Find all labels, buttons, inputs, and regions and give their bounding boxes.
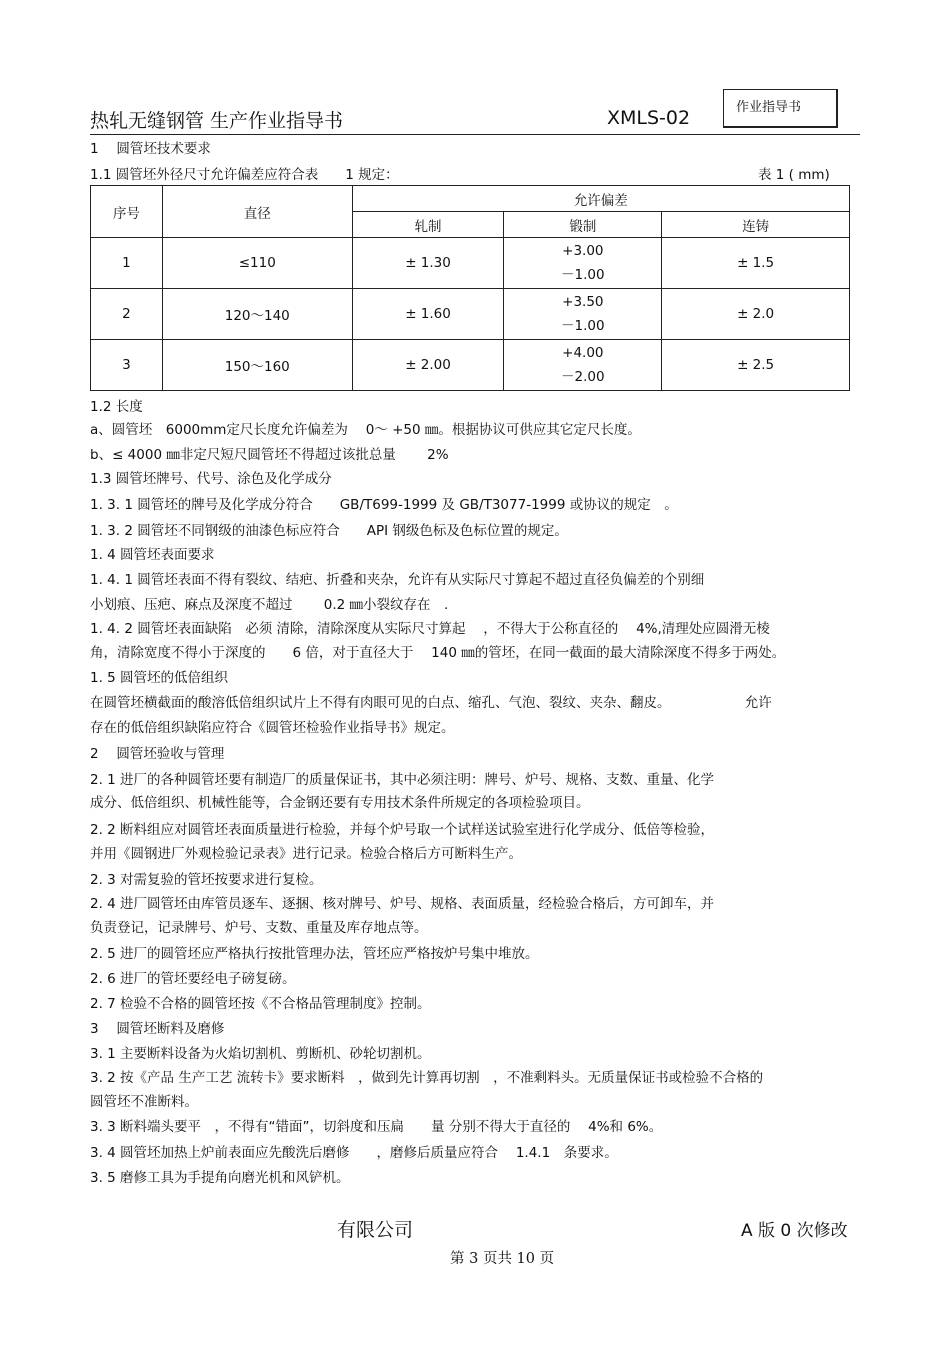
cell-no: 2 xyxy=(91,289,163,340)
company-name: 有限公司 xyxy=(337,1219,414,1241)
body-line: 1. 4 圆管坯表面要求 xyxy=(90,547,215,563)
cell-rolled: ± 1.30 xyxy=(352,238,504,289)
body-line: 角，清除宽度不得小于深度的 6 倍，对于直径大于 140 ㎜的管坯，在同一截面的最大清除深度不得多于两处。 xyxy=(90,645,786,661)
body-line: 在圆管坯横截面的酸溶低倍组织试片上不得有肉眼可见的白点、缩孔、气泡、裂纹、夹杂、翻皮。 允许 xyxy=(90,695,772,711)
document-code: XMLS-02 xyxy=(607,107,691,129)
body-line: 1.2 长度 xyxy=(90,399,143,415)
body-line: 3. 5 磨修工具为手提角向磨光机和风铲机。 xyxy=(90,1170,350,1186)
section-1-1-text: 1.1 圆管坯外径尺寸允许偏差应符合表 1 规定： xyxy=(90,167,399,183)
body-line: 圆管坯不准断料。 xyxy=(90,1094,198,1110)
tolerance-table xyxy=(90,185,850,391)
body-line: 小划痕、压疤、麻点及深度不超过 0.2 ㎜小裂纹存在 . xyxy=(90,597,449,613)
section-heading-2: 2 圆管坯验收与管理 xyxy=(90,746,225,762)
table-row xyxy=(91,238,850,289)
body-line: 成分、低倍组织、机械性能等，合金钢还要有专用技术条件所规定的各项检验项目。 xyxy=(90,795,590,811)
body-line: 存在的低倍组织缺陷应符合《圆管坯检验作业指导书》规定。 xyxy=(90,720,455,736)
body-line: 3. 3 断料端头要平 ，不得有“错面”，切斜度和压扁 量 分别不得大于直径的 4%和 6%。 xyxy=(90,1119,663,1135)
body-line: 1. 4. 2 圆管坯表面缺陷 必须 清除，清除深度从实际尺寸算起 ，不得大于公称直径的 4%,清理处应圆滑无棱 xyxy=(90,621,770,637)
body-line: 2. 7 检验不合格的圆管坯按《不合格品管理制度》控制。 xyxy=(90,996,431,1012)
forged-plus: +3.00 xyxy=(562,243,604,259)
forged-minus: －2.00 xyxy=(561,369,605,385)
cell-rolled: ± 1.60 xyxy=(352,289,504,340)
header-divider xyxy=(90,134,860,135)
forged-plus: +3.50 xyxy=(562,294,604,310)
forged-minus: －1.00 xyxy=(561,318,605,334)
body-line: 1. 4. 1 圆管坯表面不得有裂纹、结疤、折叠和夹杂，允许有从实际尺寸算起不超过直径负偏差的个别细 xyxy=(90,572,705,588)
cell-forged xyxy=(504,238,662,289)
body-line: 1. 5 圆管坯的低倍组织 xyxy=(90,670,229,686)
revision-info: A 版 0 次修改 xyxy=(741,1221,848,1241)
header-diameter: 直径 xyxy=(162,186,352,238)
body-line: b、≤ 4000 ㎜非定尺短尺圆管坯不得超过该批总量 2% xyxy=(90,447,449,463)
cell-no: 3 xyxy=(91,340,163,391)
forged-plus: +4.00 xyxy=(562,345,604,361)
cell-forged xyxy=(504,340,662,391)
body-line: 1. 3. 1 圆管坯的牌号及化学成分符合 GB/T699-1999 及 GB/T3077-1999 或协议的规定 。 xyxy=(90,497,678,513)
header-deviation: 允许偏差 xyxy=(352,186,849,212)
body-line: 负责登记，记录牌号、炉号、支数、重量及库存地点等。 xyxy=(90,920,428,936)
section-heading-1: 1 圆管坯技术要求 xyxy=(90,141,211,157)
body-line: 1. 3. 2 圆管坯不同钢级的油漆色标应符合 API 钢级色标及色标位置的规定。 xyxy=(90,523,568,539)
body-line: 并用《圆钢进厂外观检验记录表》进行记录。检验合格后方可断料生产。 xyxy=(90,846,522,862)
body-line: 1.3 圆管坯牌号、代号、涂色及化学成分 xyxy=(90,471,332,487)
cell-cast: ± 2.5 xyxy=(662,340,850,391)
body-line: 2. 1 进厂的各种圆管坯要有制造厂的质量保证书，其中必须注明：牌号、炉号、规格、支数、重量、化学 xyxy=(90,772,715,788)
cell-no: 1 xyxy=(91,238,163,289)
body-line: 3. 2 按《产品 生产工艺 流转卡》要求断料 ，做到先计算再切割 ，不准剩料头。无质量保证书或检验不合格的 xyxy=(90,1070,764,1086)
cell-forged xyxy=(504,289,662,340)
body-line: 2. 5 进厂的圆管坯应严格执行按批管理办法，管坯应严格按炉号集中堆放。 xyxy=(90,946,539,962)
cell-diameter: 120～140 xyxy=(162,289,352,340)
cell-rolled: ± 2.00 xyxy=(352,340,504,391)
section-heading-3: 3 圆管坯断料及磨修 xyxy=(90,1021,225,1037)
page-number: 第 3 页共 10 页 xyxy=(450,1251,555,1267)
header-forged: 锻制 xyxy=(504,212,662,238)
document-title: 热轧无缝钢管 生产作业指导书 xyxy=(90,110,344,132)
forged-minus: －1.00 xyxy=(561,267,605,283)
body-line: 3. 1 主要断料设备为火焰切割机、剪断机、砂轮切割机。 xyxy=(90,1046,431,1062)
header-rolled: 轧制 xyxy=(352,212,504,238)
header-cast: 连铸 xyxy=(662,212,850,238)
body-line: 2. 3 对需复验的管坯按要求进行复检。 xyxy=(90,872,323,888)
table-row xyxy=(91,340,850,391)
body-line: 2. 6 进厂的管坯要经电子磅复磅。 xyxy=(90,971,296,987)
table-caption: 表 1 ( mm) xyxy=(758,167,830,183)
cell-diameter: ≤110 xyxy=(162,238,352,289)
body-line: 2. 2 断料组应对圆管坯表面质量进行检验，并每个炉号取一个试样送试验室进行化学成分、低倍等检验， xyxy=(90,822,715,838)
doc-type-label: 作业指导书 xyxy=(736,100,802,115)
cell-cast: ± 1.5 xyxy=(662,238,850,289)
header-no: 序号 xyxy=(91,186,163,238)
cell-cast: ± 2.0 xyxy=(662,289,850,340)
doc-type-box xyxy=(723,89,838,128)
body-line: 3. 4 圆管坯加热上炉前表面应先酸洗后磨修 ，磨修后质量应符合 1.4.1 条要求。 xyxy=(90,1145,618,1161)
body-line: 2. 4 进厂圆管坯由库管员逐车、逐捆、核对牌号、炉号、规格、表面质量，经检验合格后，方可卸车，并 xyxy=(90,896,715,912)
cell-diameter: 150～160 xyxy=(162,340,352,391)
table-row xyxy=(91,289,850,340)
body-line: a、圆管坯 6000mm定尺长度允许偏差为 0～ +50 ㎜。根据协议可供应其它定尺长度。 xyxy=(90,422,641,438)
